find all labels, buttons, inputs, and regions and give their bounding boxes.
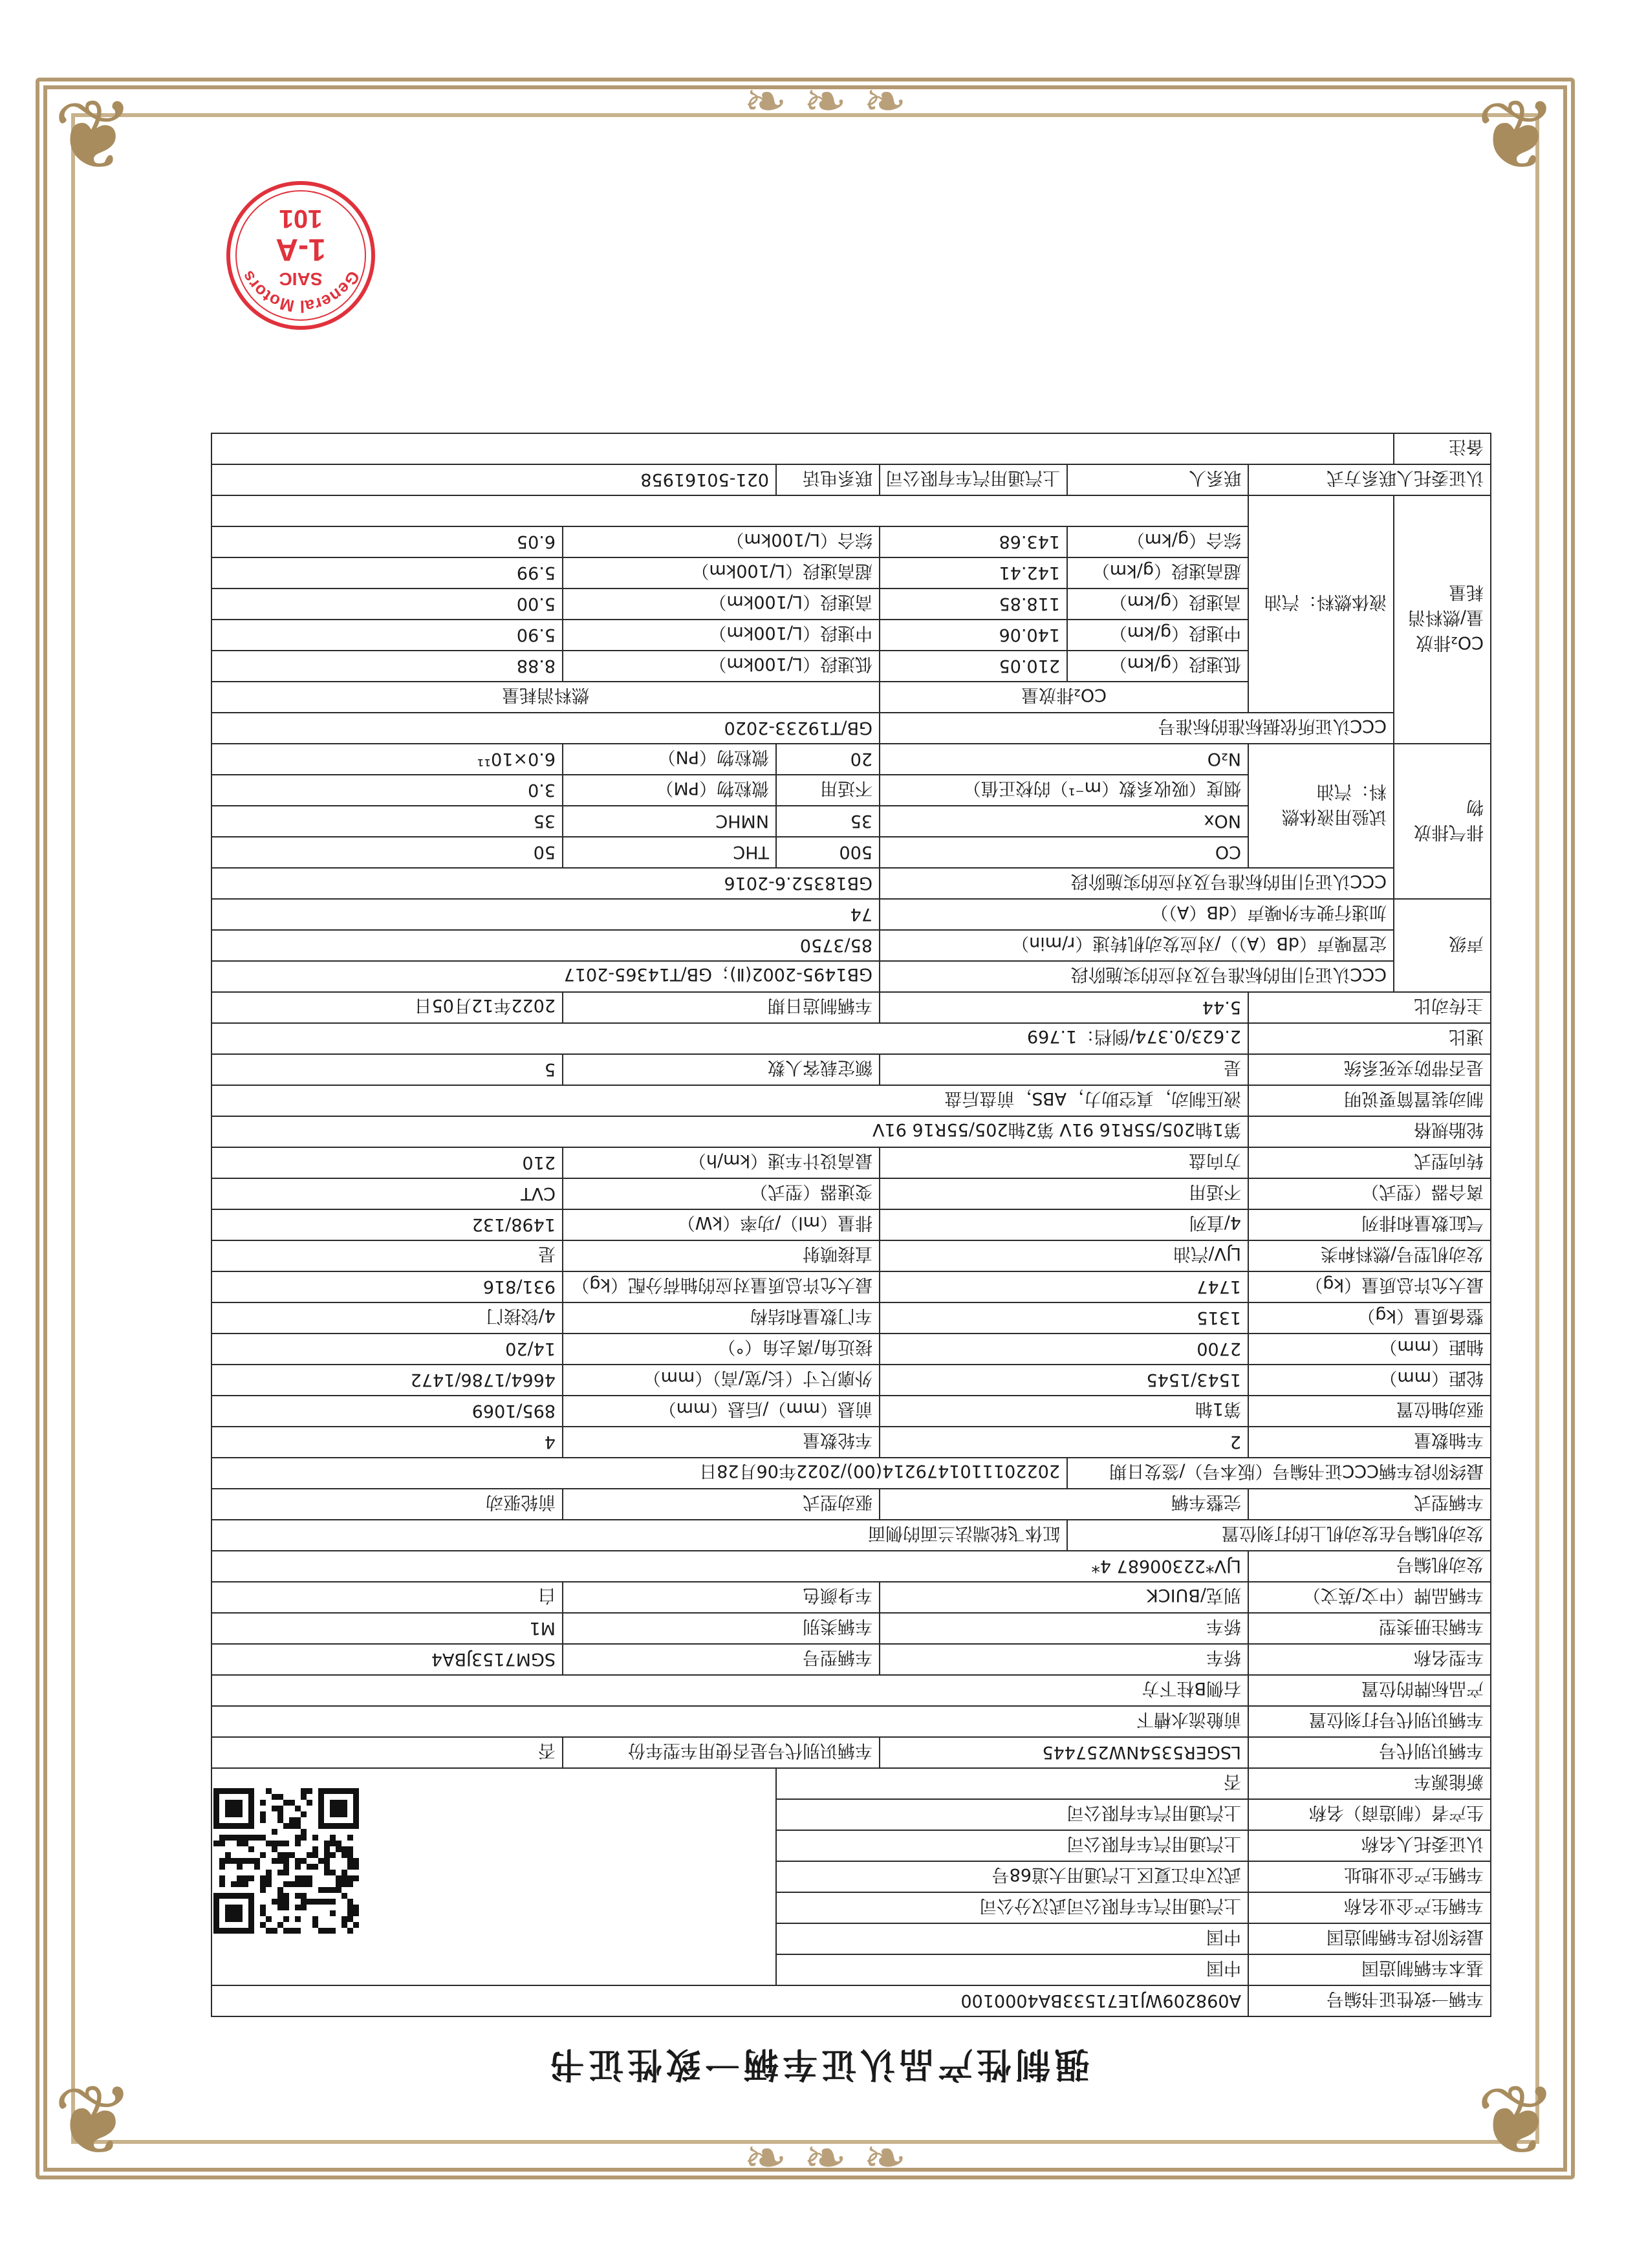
table-row: 驱动轴位置 第1轴 前悬（mm）/后悬（mm） 895/1069 — [211, 1396, 1491, 1427]
table-row: 液体燃料：汽油 CO₂排放量 燃料消耗量 — [211, 682, 1491, 713]
certificate-table — [211, 433, 1491, 2017]
table-row: 高速段（g/km） 118.85 高速段（L/100km） 5.00 — [211, 589, 1491, 620]
table-row: 加速行驶车外噪声（dB（A）） 74 — [211, 899, 1491, 930]
flourish-icon: ❧ ❧ ❧ — [744, 71, 907, 131]
svg-text:General Motors: General Motors — [237, 267, 364, 317]
table-row: 定置噪声（dB（A））/对应发动机转速（r/min） 85/3750 — [211, 930, 1491, 961]
table-row: 产品标牌的位置 右侧B柱下方 — [211, 1675, 1491, 1706]
table-row: 低速段（g/km） 210.05 低速段（L/100km） 8.88 — [211, 651, 1491, 682]
table-row: 备注 — [211, 433, 1491, 464]
table-row: 气缸数量和排列 4/直列 排量（ml）/功率（kW） 1498/132 — [211, 1209, 1491, 1240]
table-row: 转向型式 方向盘 最高设计车速（km/h） 210 — [211, 1147, 1491, 1178]
table-row: 最大允许总质量（kg） 1747 最大允许总质量对应的轴荷分配（kg） 931/816 — [211, 1271, 1491, 1302]
table-row: 车辆注册类型 轿车 车辆类别 M1 — [211, 1613, 1491, 1644]
corner-ornament-icon: ❦ — [53, 2065, 135, 2177]
corner-ornament-icon: ❦ — [1476, 2065, 1557, 2177]
table-row: 是否带防夹死系统 是 额定载客人数 5 — [211, 1054, 1491, 1085]
table-row: 最终阶段车辆制造国 中国 — [211, 1923, 1491, 1954]
table-row: 制动装置简要说明 液压制动，真空助力，ABS，前盘后盘 — [211, 1085, 1491, 1116]
table-row: 发动机编号在发动机上的打刻位置 缸体飞轮端法兰面的侧面 — [211, 1520, 1491, 1551]
svg-text:1-A: 1-A — [276, 232, 326, 266]
table-row: 轴距（mm） 2700 接近角/离去角（°） 14/20 — [211, 1334, 1491, 1365]
svg-text:101: 101 — [279, 204, 323, 233]
table-row: CO₂排放量/燃料消耗量 CCC认证所依据标准的标准号 GB/T19233-2020 — [211, 713, 1491, 744]
table-row: 中速段（g/km） 140.06 中速段（L/100km） 5.90 — [211, 620, 1491, 651]
table-row: 车辆型式 完整车辆 驱动型式 前轮驱动 — [211, 1489, 1491, 1520]
table-row: 发动机型号/燃料种类 LJV/汽油 直接喷射 是 — [211, 1240, 1491, 1271]
svg-text:SAIC: SAIC — [279, 269, 323, 289]
table-row: 车轴数量 2 车轮数量 4 — [211, 1427, 1491, 1458]
table-row: 主传动比 5.44 车辆制造日期 2022年12月05日 — [211, 992, 1491, 1023]
table-row: 发动机编号 LJV*22300687 4* — [211, 1551, 1491, 1582]
flourish-icon: ❧ ❧ ❧ — [744, 2128, 907, 2188]
company-seal-icon — [220, 175, 382, 336]
table-row: 基本车辆制造国 中国 — [211, 1954, 1491, 1985]
page-title: 强制性产品认证车辆一致性证书 — [546, 2044, 1089, 2086]
table-row: NOx 35 NMHC 35 — [211, 806, 1491, 837]
table-row: 车辆生产企业地址 武汉市江夏区上汽通用大道68号 — [211, 1861, 1491, 1892]
table-row: 生产者（制造商）名称 上汽通用汽车有限公司 — [211, 1799, 1491, 1830]
table-row: 车辆识别代号打刻位置 前舱流水槽下 — [211, 1706, 1491, 1737]
table-row: 车辆品牌（中文/英文） 别克/BUICK 车身颜色 白 — [211, 1582, 1491, 1613]
table-row: N₂O 20 微粒物（PN） 6.0×10¹¹ — [211, 744, 1491, 775]
corner-ornament-icon: ❦ — [1476, 80, 1557, 192]
table-row: 整备质量（kg） 1315 车门数量和结构 4/铰接门 — [211, 1302, 1491, 1334]
qr-code-icon — [213, 1788, 359, 1934]
table-row: 新能源车 否 — [211, 1768, 1491, 1799]
table-row: 排气排放物 CCC认证引用的标准号及对应的实施阶段 GB18352.6-2016 — [211, 868, 1491, 899]
table-row: 车辆一致性证书编号 A098209WJ1E71533BA4000100 — [211, 1985, 1491, 2016]
table-row: 轮距（mm） 1543/1545 外廓尺寸（长/宽/高）（mm） 4664/1786/1472 — [211, 1365, 1491, 1396]
table-row: 最终阶段车辆CCC证书编号（版本号）/签发日期 2022011101479214(00)/2022年06月28日 — [211, 1458, 1491, 1489]
table-row: 综合（g/km） 143.68 综合（L/100km） 6.05 — [211, 526, 1491, 557]
table-row: 认证委托人联系方式 联系人 上汽通用汽车有限公司 联系电话 021-50161958 — [211, 464, 1491, 495]
table-row: 超高速段（g/km） 142.41 超高速段（L/100km） 5.99 — [211, 557, 1491, 589]
table-row: 轮胎规格 第1轴205/55R16 91V 第2轴205/55R16 91V — [211, 1116, 1491, 1147]
table-row: 烟度（吸收系数（m⁻¹）的校正值） 不适用 微粒物（PM） 3.0 — [211, 775, 1491, 806]
table-row: 车辆生产企业名称 上汽通用汽车有限公司武汉分公司 — [211, 1892, 1491, 1923]
table-row: 认证委托人名称 上汽通用汽车有限公司 — [211, 1830, 1491, 1861]
table-row: 速比 2.623/0.374/倒档：1.769 — [211, 1023, 1491, 1054]
table-row: 车辆识别代号 LSGER5354NW257445 车辆识别代号是否使用车型年份 否 — [211, 1737, 1491, 1768]
corner-ornament-icon: ❦ — [53, 80, 135, 192]
table-row: 离合器（型式） 不适用 变速器（型式） CVT — [211, 1178, 1491, 1209]
table-row: 试验用液体燃料：汽油 CO 500 THC 50 — [211, 837, 1491, 868]
table-row: 声级 CCC认证引用的标准号及对应的实施阶段 GB1495-2002(Ⅱ)；GB/T14365-2017 — [211, 961, 1491, 992]
table-row: 车型名称 轿车 车辆型号 SGM7153JBA4 — [211, 1644, 1491, 1675]
